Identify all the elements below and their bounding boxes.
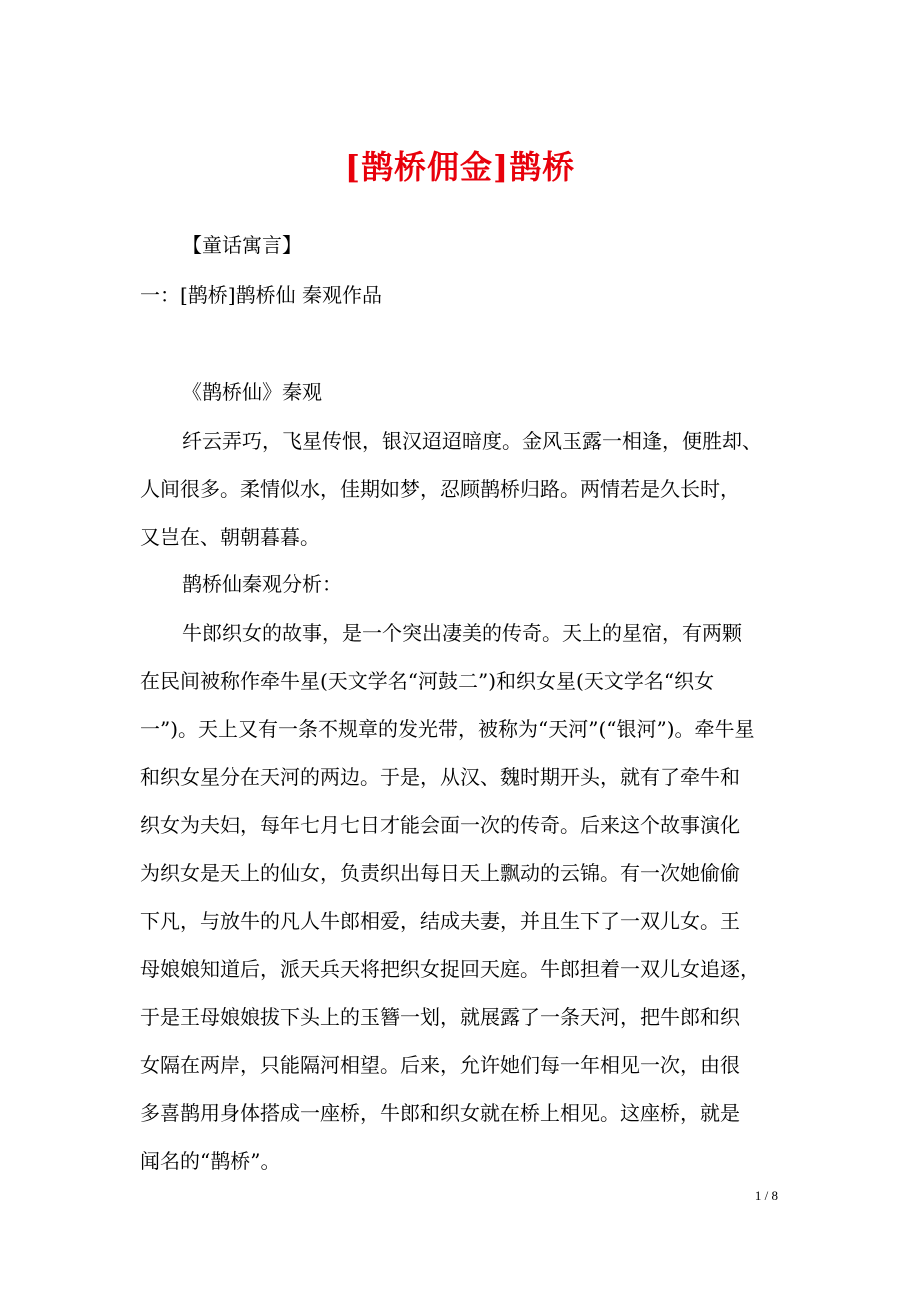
section-heading: 一：[鹊桥]鹊桥仙 秦观作品 — [140, 283, 382, 307]
analysis-line: 于是王母娘娘拔下头上的玉簪一划，就展露了一条天河，把牛郎和织 — [140, 1005, 740, 1029]
page-number: 1 / 8 — [754, 1188, 778, 1203]
analysis-line: 女隔在两岸，只能隔河相望。后来，允许她们每一年相见一次，由很 — [140, 1053, 740, 1077]
analysis-line: 多喜鹊用身体搭成一座桥，牛郎和织女就在桥上相见。这座桥，就是 — [140, 1101, 740, 1125]
category-label: 【童话寓言】 — [182, 233, 302, 257]
analysis-line: 下凡，与放牛的凡人牛郎相爱，结成夫妻，并且生下了一双儿女。王 — [140, 909, 740, 933]
analysis-line: 为织女是天上的仙女，负责织出每日天上飘动的云锦。有一次她偷偷 — [140, 861, 740, 885]
poem-line: 又岂在、朝朝暮暮。 — [140, 525, 320, 549]
analysis-line: 牛郎织女的故事，是一个突出凄美的传奇。天上的星宿，有两颗 — [182, 621, 742, 645]
analysis-line: 一”)。天上又有一条不规章的发光带，被称为“天河”(“银河”)。牵牛星 — [140, 717, 755, 741]
analysis-line: 和织女星分在天河的两边。于是，从汉、魏时期开头，就有了牵牛和 — [140, 765, 740, 789]
analysis-line: 织女为夫妇，每年七月七日才能会面一次的传奇。后来这个故事演化 — [140, 813, 740, 837]
analysis-line: 母娘娘知道后，派天兵天将把织女捉回天庭。牛郎担着一双儿女追逐， — [140, 957, 760, 981]
poem-title: 《鹊桥仙》秦观 — [182, 380, 322, 404]
analysis-line: 闻名的“鹊桥”。 — [140, 1149, 281, 1173]
poem-line: 人间很多。柔情似水，佳期如梦，忍顾鹊桥归路。两情若是久长时， — [140, 477, 740, 501]
document-title: [鹊桥佣金]鹊桥 — [344, 148, 576, 186]
analysis-line: 在民间被称作牵牛星(天文学名“河鼓二”)和织女星(天文学名“织女 — [140, 669, 715, 693]
poem-line: 纤云弄巧，飞星传恨，银汉迢迢暗度。金风玉露一相逢，便胜却、 — [182, 429, 762, 453]
analysis-title: 鹊桥仙秦观分析： — [182, 572, 342, 596]
